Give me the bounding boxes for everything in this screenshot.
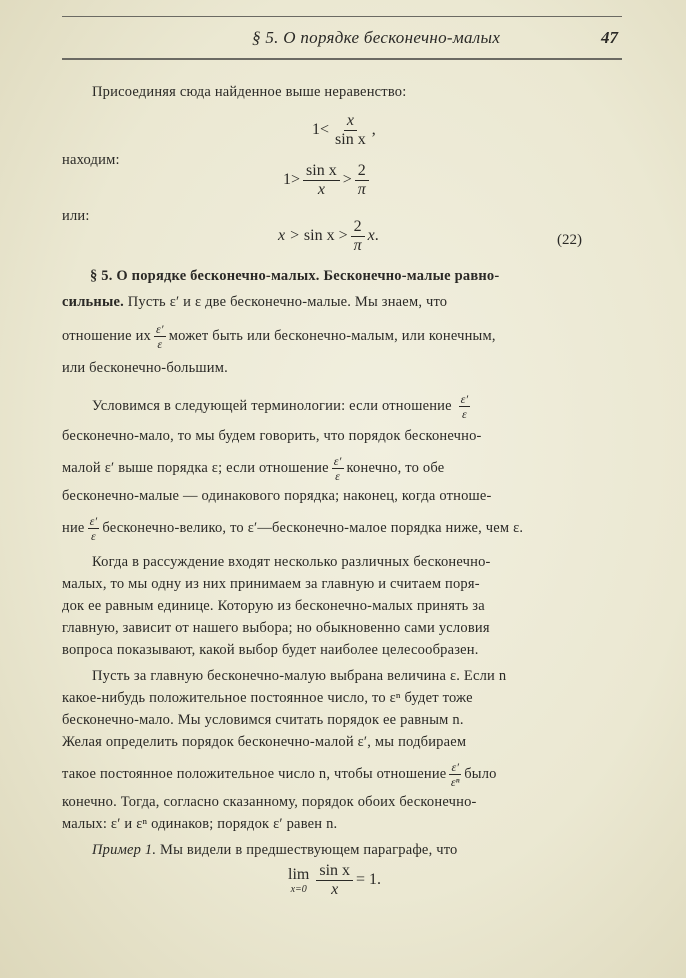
text-line: или: <box>62 208 90 224</box>
limit-formula: lim x=0 $\frac{\text{sin x}}{x}$ = 1. <box>288 862 382 898</box>
page-number: 47 <box>601 28 618 47</box>
section-title: § 5. О порядке бесконечно-малых. Бесконечно-малые равно- <box>90 268 500 284</box>
text-line: главную, зависит от нашего выбора; но обыкновенно сами условия <box>62 620 490 636</box>
text-line: ние $\frac{\varepsilon'}{\varepsilon}$ бесконечно-велико, то ε′—бесконечно-малое порядка ниже, чем ε. <box>62 514 524 543</box>
text-line: сильные. Пусть ε′ и ε две бесконечно-малые. Мы знаем, что <box>62 294 448 310</box>
text-line: Условимся в следующей терминологии: если отношение $\frac{\varepsilon'}{\varepsilon}$ <box>92 392 469 421</box>
inequality-1: 1< $\frac{x}{\text{sin x}}$ , <box>312 112 376 148</box>
text-line: Пусть за главную бесконечно-малую выбрана величина ε. Если n <box>92 668 507 684</box>
text-line: Желая определить порядок бесконечно-малой ε′, мы подбираем <box>62 734 467 750</box>
text-line: какое-нибудь положительное постоянное число, то εⁿ будет тоже <box>62 690 473 706</box>
text-line: Когда в рассуждение входят несколько различных бесконечно- <box>92 554 491 570</box>
text-line: такое постоянное положительное число n, чтобы отношение $\frac{\varepsilon'}{\text{εⁿ}}$ было <box>62 760 497 789</box>
inequality-3: x > sin x > $\frac{2}{\pi}$ x. <box>278 218 379 254</box>
text-line: бесконечно-малые — одинакового порядка; наконец, когда отноше- <box>62 488 492 504</box>
running-title: § 5. О порядке бесконечно-малых <box>252 28 501 47</box>
text-line: или бесконечно-большим. <box>62 360 228 376</box>
text-line: Присоединяя сюда найденное выше неравенство: <box>92 84 407 100</box>
example-label: Пример 1. <box>92 842 157 858</box>
text-line: отношение их $\frac{\varepsilon'}{\varepsilon}$ может быть или бесконечно-малым, или конечным, <box>62 322 496 351</box>
text-line: док ее равным единице. Которую из бесконечно-малых принять за <box>62 598 485 614</box>
text-line: малых, то мы одну из них принимаем за главную и считаем поря- <box>62 576 480 592</box>
text-line: бесконечно-мало, то мы будем говорить, что порядок бесконечно- <box>62 428 482 444</box>
text-line: находим: <box>62 152 120 168</box>
text-line: вопроса показывают, какой выбор будет наиболее целесообразен. <box>62 642 479 658</box>
header-rule <box>62 16 622 17</box>
text-line: малой ε′ выше порядка ε; если отношение $\frac{\varepsilon'}{\varepsilon}$ конечно, то обе <box>62 454 445 483</box>
text-line: конечно. Тогда, согласно сказанному, порядок обоих бесконечно- <box>62 794 477 810</box>
text-line: бесконечно-мало. Мы условимся считать порядок ее равным n. <box>62 712 464 728</box>
example-line: Пример 1. Мы видели в предшествующем параграфе, что <box>92 842 458 858</box>
text-line: малых: ε′ и εⁿ одинаков; порядок ε′ равен n. <box>62 816 338 832</box>
inequality-2: 1> $\frac{\text{sin x}}{x}$ > $\frac{2}{\pi}$ <box>283 162 372 199</box>
page-header <box>62 18 622 60</box>
equation-number: (22) <box>557 232 582 248</box>
